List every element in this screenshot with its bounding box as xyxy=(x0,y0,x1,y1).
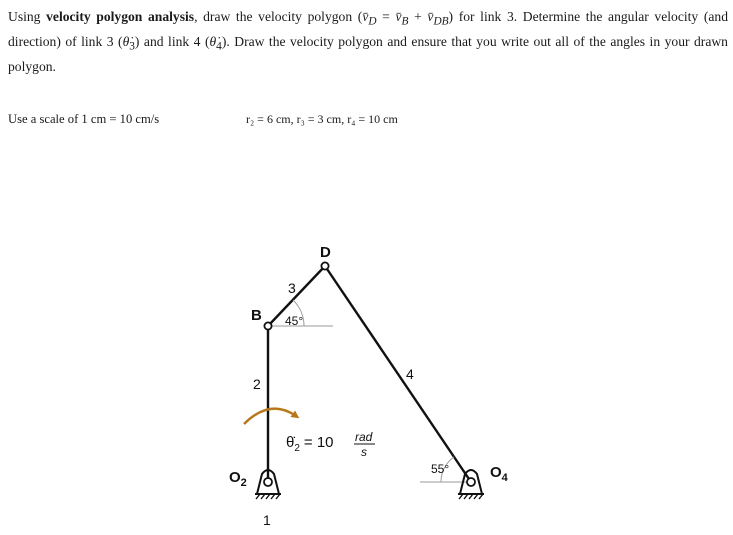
pin-o2 xyxy=(264,478,272,486)
label-link-3: 3 xyxy=(288,280,296,296)
scale-note: Use a scale of 1 cm = 10 cm/s xyxy=(8,112,160,126)
bold-phrase: velocity polygon analysis xyxy=(46,9,195,24)
label-b: B xyxy=(251,307,262,324)
label-link-2: 2 xyxy=(253,376,261,392)
svg-text:θ̇2= 10: $\thetȧ_2 = 10$ xyxy=(286,434,334,454)
joint-b xyxy=(264,322,271,329)
label-o4: $O_4$ xyxy=(490,464,508,484)
label-link-4: 4 xyxy=(406,366,414,382)
label-d: D xyxy=(320,244,331,261)
label-o2: $O_2$ xyxy=(229,469,247,489)
link-4-line xyxy=(325,266,471,482)
joint-d xyxy=(321,262,328,269)
pin-o4 xyxy=(467,478,475,486)
angular-velocity-equation xyxy=(286,430,375,459)
label-angle-45: 45° xyxy=(285,314,304,328)
angular-velocity-arrow xyxy=(244,409,296,424)
label-link-1: 1 xyxy=(263,512,271,528)
label-angle-55: 55° xyxy=(431,462,450,476)
problem-statement: Using velocity polygon analysis, draw the velocity polygon ($v̄_D$ = $v̄_B$ + $v̄_{DB}$) for link 3. Determine the angular velocity (and direction) of link 3 $(\thetȧ_3)$ and link 4 $(\thetȧ_4)$. Draw the velocity polygon and ensure that you write out all of the angles in your drawn polygon. xyxy=(8,9,728,75)
svg-text:rad: rad xyxy=(355,430,373,444)
svg-text:s: s xyxy=(361,445,367,459)
link-lengths-note: r₂ = 6 cm, r₃ = 3 cm, r₄ = 10 cm xyxy=(246,112,398,126)
